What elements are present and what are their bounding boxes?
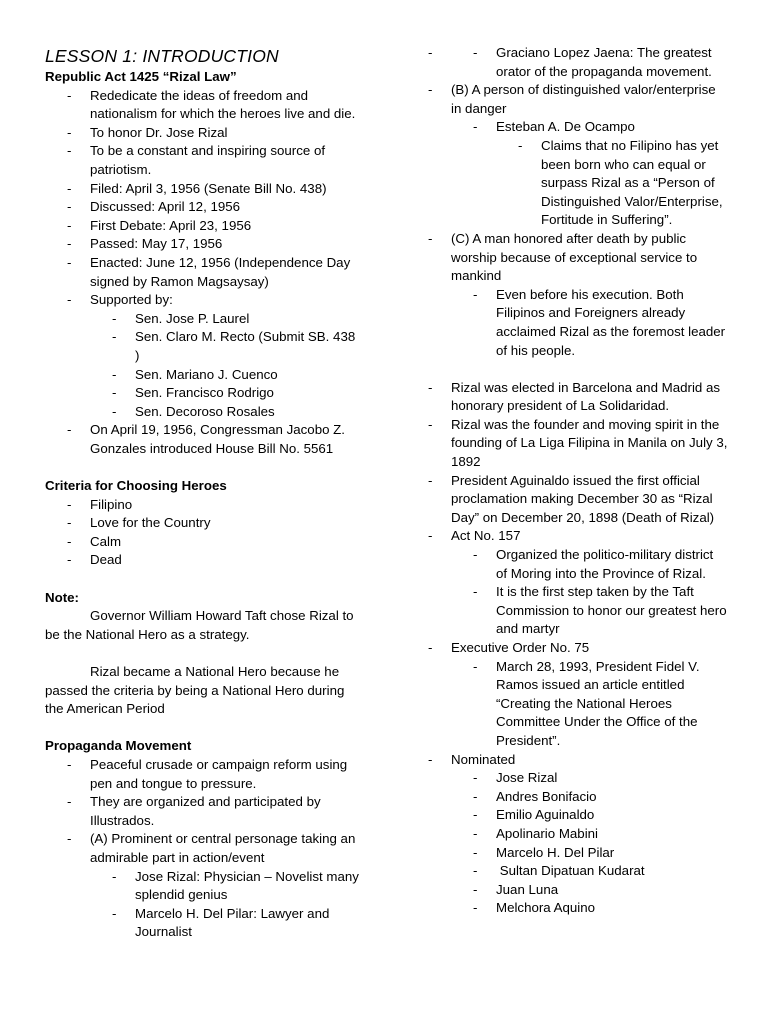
category-list bbox=[428, 81, 728, 360]
list-item: - Claims that no Filipino has yet been born who can equal or surpass Rizal as a “Person of Distinguished Valor/Enterprise, Fortitude in Suffering”. bbox=[496, 137, 728, 230]
rizal-law-heading: Republic Act 1425 “Rizal Law” bbox=[45, 69, 237, 84]
category-c-label: (C) A man honored after death by public worship because of exceptional service to mankind bbox=[451, 230, 698, 284]
list-item: - - Graciano Lopez Jaena: The greatest orator of the propaganda movement. bbox=[451, 44, 728, 81]
supporters-list bbox=[90, 310, 363, 422]
supported-by-label: Supported by: bbox=[90, 292, 173, 308]
list-item: - Sen. Decoroso Rosales bbox=[90, 403, 363, 422]
list-item: - March 28, 1993, President Fidel V. Ramos issued an article entitled “Creating the National Heroes Committee Under the Office of the President”. bbox=[451, 658, 728, 751]
list-item: - Filipino bbox=[45, 496, 363, 515]
list-item: - Jose Rizal bbox=[451, 769, 728, 788]
list-item: - To be a constant and inspiring source of patriotism. bbox=[45, 142, 363, 179]
list-item: - Filed: April 3, 1956 (Senate Bill No. 438) bbox=[45, 180, 363, 199]
act-157-list bbox=[451, 546, 728, 639]
note-paragraph: Governor William Howard Taft chose Rizal to be the National Hero as a strategy. bbox=[45, 608, 354, 642]
note-heading: Note: bbox=[45, 589, 79, 605]
category-b-label: (B) A person of distinguished valor/enterprise in danger bbox=[451, 82, 716, 116]
executive-order-label: Executive Order No. 75 bbox=[451, 640, 590, 655]
list-item bbox=[428, 751, 728, 918]
list-item bbox=[45, 830, 363, 942]
propaganda-list-continued bbox=[428, 44, 728, 81]
list-item: - Calm bbox=[45, 533, 363, 552]
ocampo-label: Esteban A. De Ocampo bbox=[496, 119, 635, 135]
list-item: - Sen. Francisco Rodrigo bbox=[90, 384, 363, 403]
nominated-label: Nominated bbox=[451, 751, 516, 767]
category-b-list bbox=[451, 118, 728, 230]
list-item: - Passed: May 17, 1956 bbox=[45, 235, 363, 254]
list-item: - First Debate: April 23, 1956 bbox=[45, 217, 363, 236]
criteria-list bbox=[45, 496, 363, 570]
act-157-label: Act No. 157 bbox=[451, 528, 521, 544]
list-item: - Andres Bonifacio bbox=[451, 788, 728, 807]
list-item: - Juan Luna bbox=[451, 881, 728, 900]
note-paragraph: Rizal became a National Hero because he passed the criteria by being a National Hero during the American Period bbox=[45, 664, 345, 717]
list-item bbox=[428, 639, 728, 751]
list-item: - Melchora Aquino bbox=[451, 899, 728, 918]
right-column bbox=[428, 44, 728, 918]
list-item: - Jose Rizal: Physician – Novelist many splendid genius bbox=[90, 868, 363, 905]
propaganda-heading: Propaganda Movement bbox=[45, 738, 192, 754]
propaganda-list bbox=[45, 756, 363, 942]
category-a-list-continued bbox=[451, 44, 728, 81]
lesson-title: LESSON 1: INTRODUCTION bbox=[45, 46, 279, 66]
list-item: - Sen. Claro M. Recto (Submit SB. 438 ) bbox=[90, 328, 363, 365]
facts-list bbox=[428, 379, 728, 918]
category-c-list bbox=[451, 286, 728, 360]
list-item: - Even before his execution. Both Filipinos and Foreigners already acclaimed Rizal as the foremost leader of his people. bbox=[451, 286, 728, 360]
list-item: - Sultan Dipatuan Kudarat bbox=[451, 862, 728, 881]
list-item: - On April 19, 1956, Congressman Jacobo Z. Gonzales introduced House Bill No. 5561 bbox=[45, 421, 363, 458]
rizal-law-list bbox=[45, 87, 363, 459]
list-item: - Emilio Aguinaldo bbox=[451, 806, 728, 825]
list-item: - Organized the politico-military district of Moring into the Province of Rizal. bbox=[451, 546, 728, 583]
category-a-list bbox=[90, 868, 363, 942]
list-item: - Apolinario Mabini bbox=[451, 825, 728, 844]
list-item: - They are organized and participated by Illustrados. bbox=[45, 793, 363, 830]
list-item: - Dead bbox=[45, 551, 363, 570]
list-item: - Love for the Country bbox=[45, 514, 363, 533]
list-item: - It is the first step taken by the Taft Commission to honor our greatest hero and martyr bbox=[451, 583, 728, 639]
list-item bbox=[428, 44, 728, 81]
list-item bbox=[45, 291, 363, 421]
list-item: - To honor Dr. Jose Rizal bbox=[45, 124, 363, 143]
list-item: - Marcelo H. Del Pilar: Lawyer and Journalist bbox=[90, 905, 363, 942]
list-item: - Marcelo H. Del Pilar bbox=[451, 844, 728, 863]
criteria-heading: Criteria for Choosing Heroes bbox=[45, 478, 227, 494]
list-item: - Rededicate the ideas of freedom and nationalism for which the heroes live and die. bbox=[45, 87, 363, 124]
list-item: - Sen. Mariano J. Cuenco bbox=[90, 366, 363, 385]
executive-order-list bbox=[451, 658, 728, 751]
list-item bbox=[428, 81, 728, 230]
list-item bbox=[428, 230, 728, 360]
list-item: - Discussed: April 12, 1956 bbox=[45, 198, 363, 217]
left-column bbox=[45, 45, 363, 942]
category-a-label: (A) Prominent or central personage taking an admirable part in action/event bbox=[90, 831, 356, 865]
list-item: - Peaceful crusade or campaign reform using pen and tongue to pressure. bbox=[45, 756, 363, 793]
list-item: - Rizal was the founder and moving spirit in the founding of La Liga Filipina in Manila on July 3, 1892 bbox=[428, 416, 728, 472]
ocampo-claim-list bbox=[496, 137, 728, 230]
list-item bbox=[428, 527, 728, 639]
list-item: - Enacted: June 12, 1956 (Independence Day signed by Ramon Magsaysay) bbox=[45, 254, 363, 291]
list-item: - President Aguinaldo issued the first official proclamation making December 30 as “Rizal Day” on December 20, 1898 (Death of Rizal) bbox=[428, 472, 728, 528]
list-item bbox=[451, 118, 728, 230]
nominees-list bbox=[451, 769, 728, 918]
list-item: - Sen. Jose P. Laurel bbox=[90, 310, 363, 329]
list-item: - Rizal was elected in Barcelona and Madrid as honorary president of La Solidaridad. bbox=[428, 379, 728, 416]
